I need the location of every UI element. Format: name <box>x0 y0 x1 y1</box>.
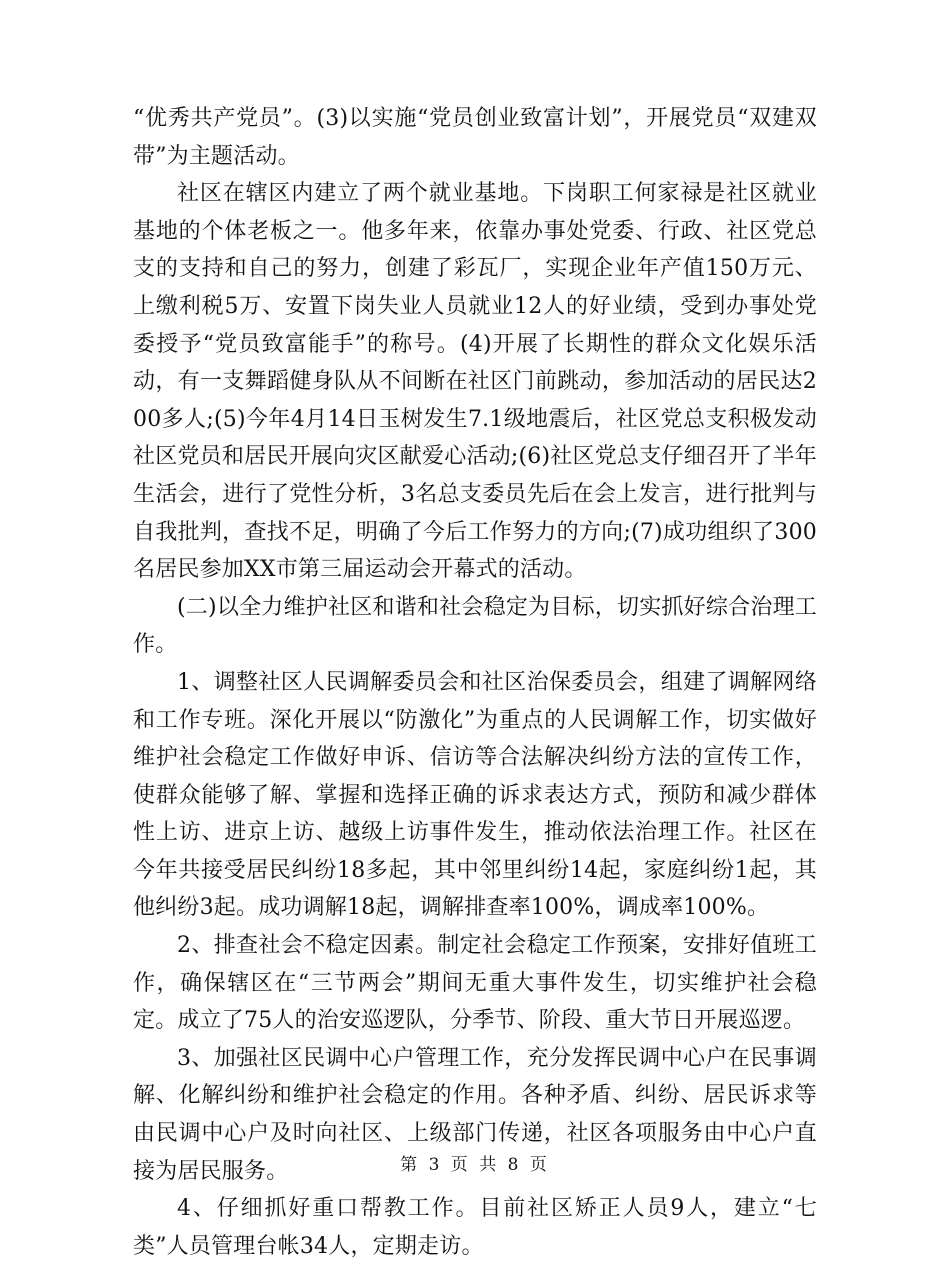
paragraph-item-3: 3、加强社区民调中心户管理工作，充分发挥民调中心户在民事调解、化解纠纷和维护社会稳定的作用。各种矛盾、纠纷、居民诉求等由民调中心户及时向社区、上级部门传递，社区各项服务由中心户直接为居民服务。 <box>133 1045 817 1184</box>
paragraph-item-4: 4、仔细抓好重口帮教工作。目前社区矫正人员9人，建立“七类”人员管理台帐34人，定期走访。 <box>133 1196 817 1259</box>
paragraph-item-2: 2、排查社会不稳定因素。制定社会稳定工作预案，安排好值班工作，确保辖区在“三节两会”期间无重大事件发生，切实维护社会稳定。成立了75人的治安巡逻队，分季节、阶段、重大节日开展巡逻。 <box>133 933 817 1034</box>
section-heading-2: (二)以全力维护社区和谐和社会稳定为目标，切实抓好综合治理工作。 <box>133 594 817 658</box>
paragraph-item-1: 1、调整社区人民调解委员会和社区治保委员会，组建了调解网络和工作专班。深化开展以“防激化”为重点的人民调解工作，切实做好维护社会稳定工作做好申诉、信访等合法解决纠纷方法的宣传工作，使群众能够了解、掌握和选择正确的诉求表达方式，预防和减少群体性上访、进京上访、越级上访事件发生，推动依法治理工作。社区在今年共接受居民纠纷18多起，其中邻里纠纷14起，家庭纠纷1起，其他纠纷3起。成功调解18起，调解排查率100%，调成率100%。 <box>133 669 817 921</box>
page-number-footer: 第 3 页 共 8 页 <box>400 1155 550 1175</box>
paragraph-continuation: “优秀共产党员”。(3)以实施“党员创业致富计划”，开展党员“双建双带”为主题活动。 <box>133 106 817 169</box>
paragraph-employment-base: 社区在辖区内建立了两个就业基地。下岗职工何家禄是社区就业基地的个体老板之一。他多年来，依靠办事处党委、行政、社区党总支的支持和自己的努力，创建了彩瓦厂，实现企业年产值150万元、上缴利税5万、安置下岗失业人员就业12人的好业绩，受到办事处党委授予“党员致富能手”的称号。(4)开展了长期性的群众文化娱乐活动，有一支舞蹈健身队从不间断在社区门前跳动，参加活动的居民达200多人;(5)今年4月14日玉树发生7.1级地震后，社区党总支积极发动社区党员和居民开展向灾区献爱心活动;(6)社区党总支仔细召开了半年生活会，进行了党性分析，3名总支委员先后在会上发言，进行批判与自我批判，查找不足，明确了今后工作努力的方向;(7)成功组织了300名居民参加XX市第三届运动会开幕式的活动。 <box>133 181 817 583</box>
document-body <box>133 100 817 1265</box>
